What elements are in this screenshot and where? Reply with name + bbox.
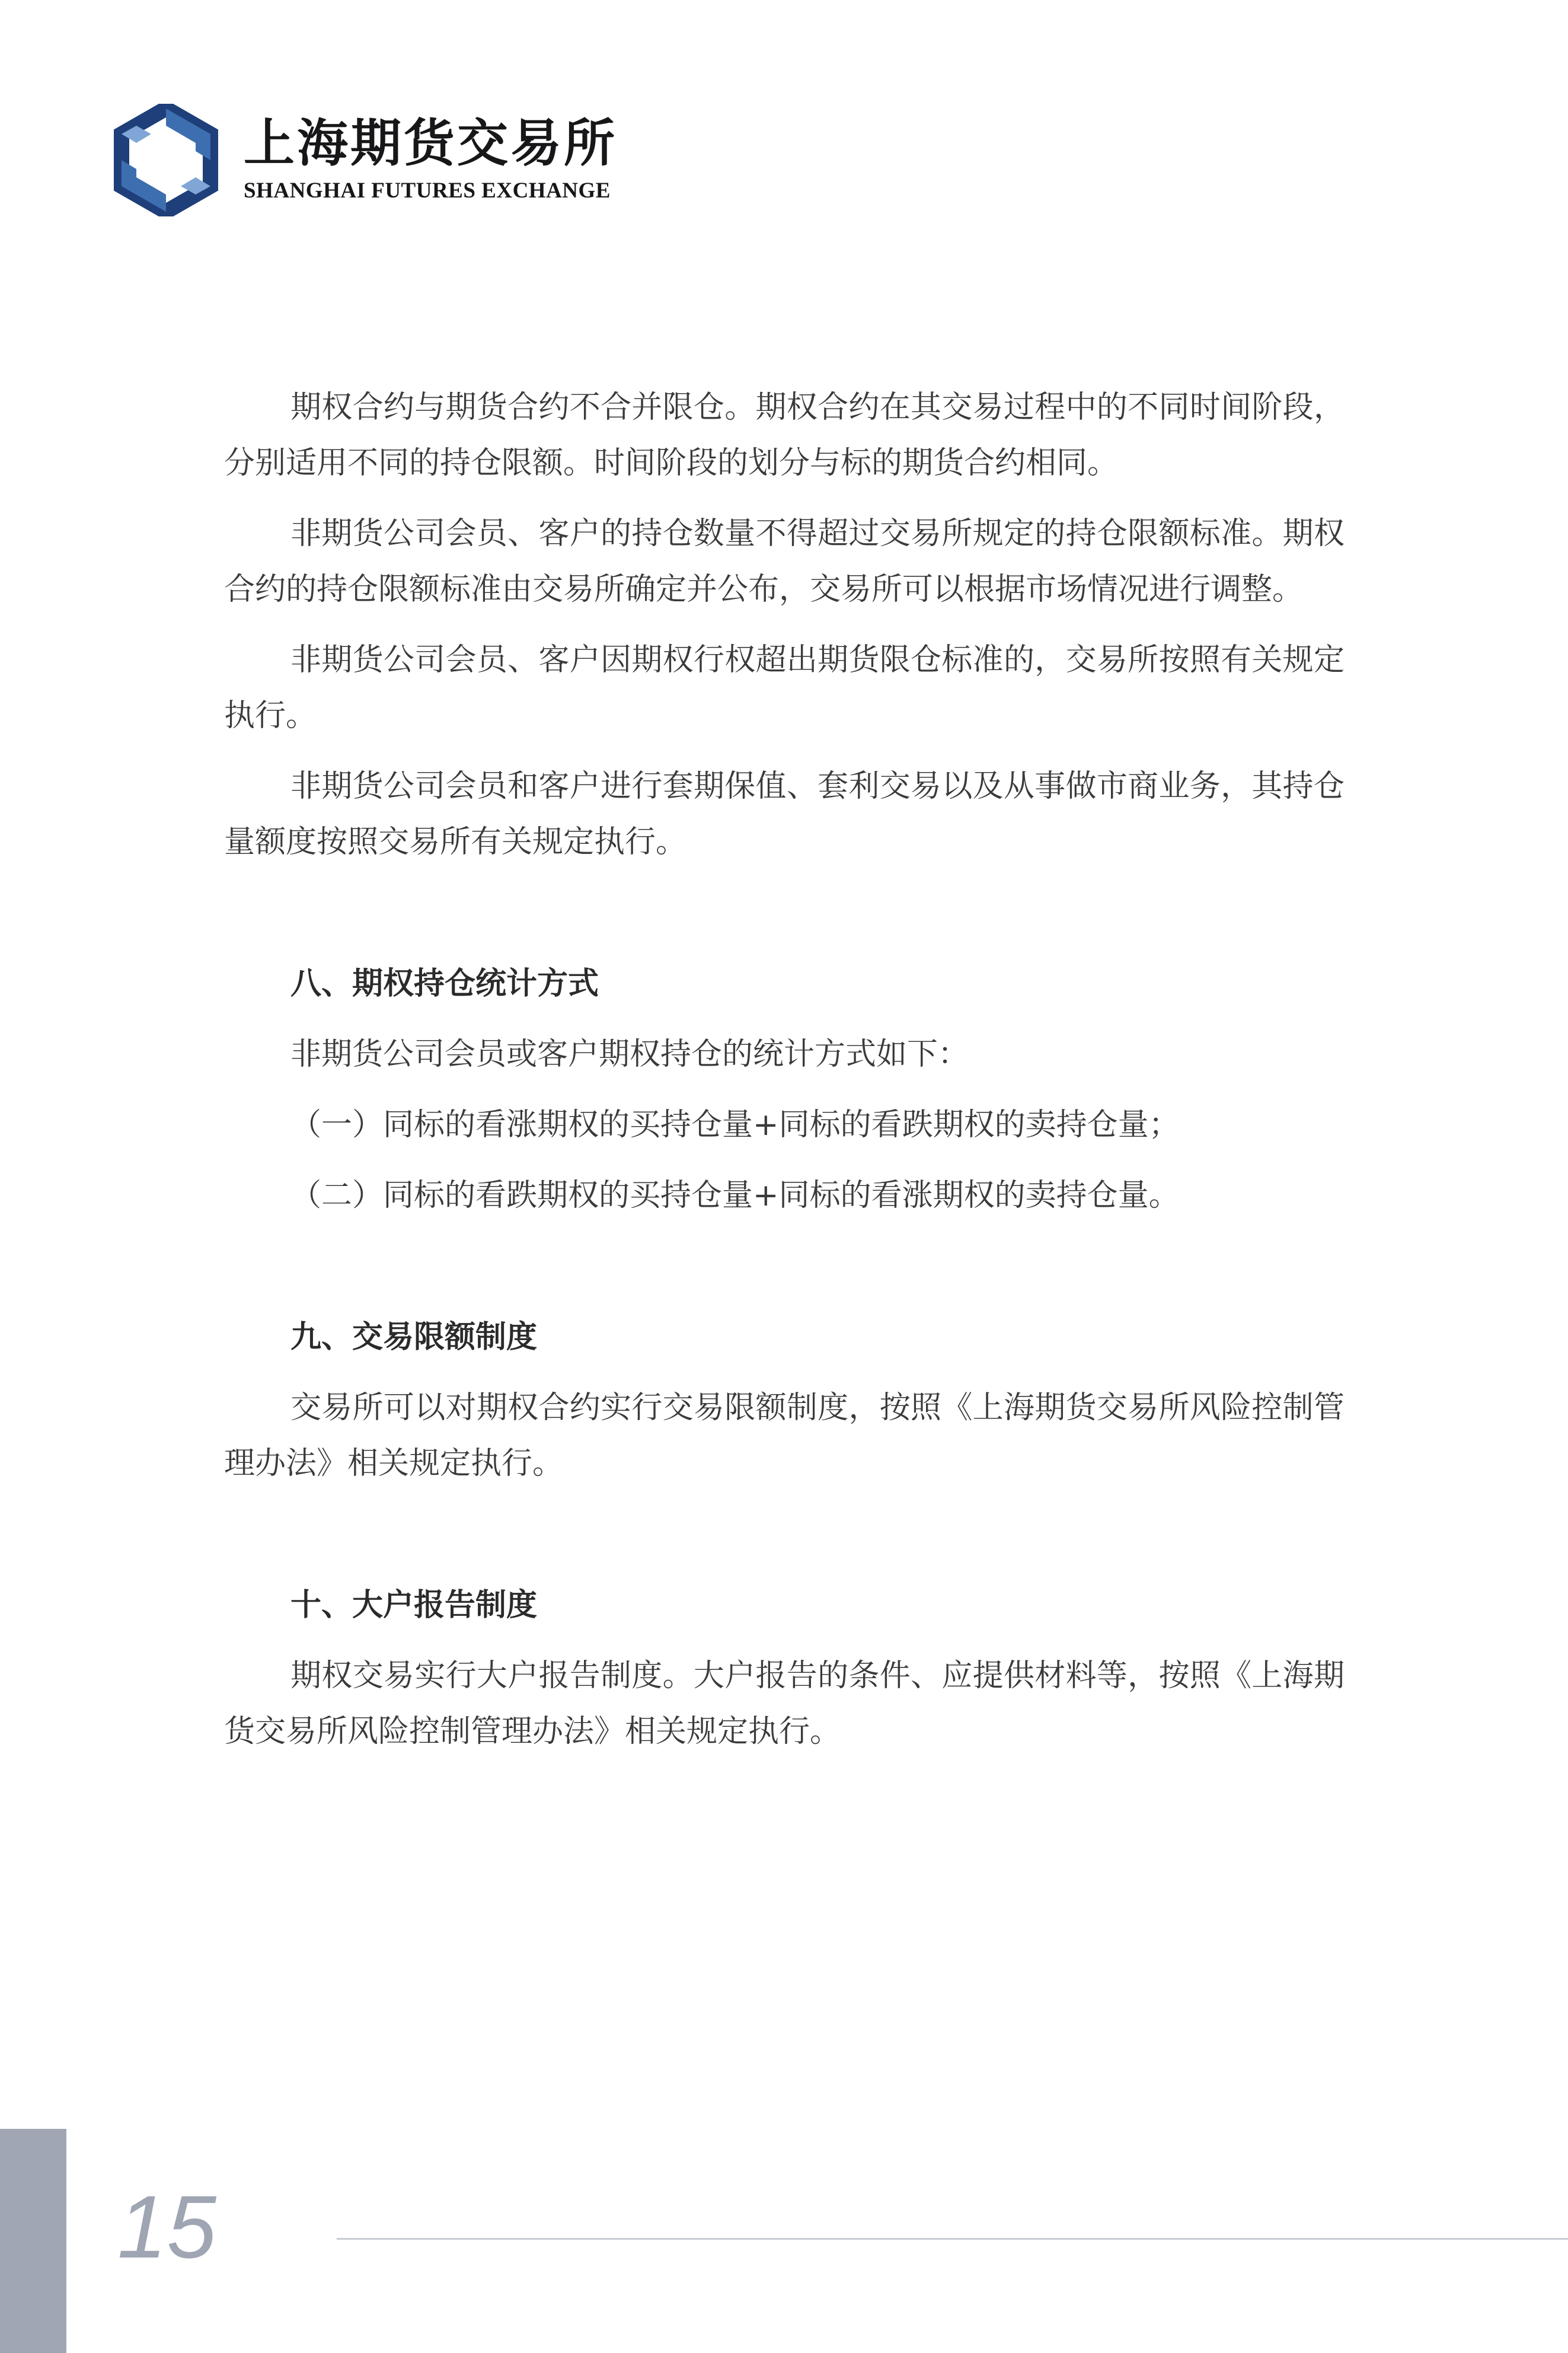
section-heading-10: 十、大户报告制度 — [290, 1587, 538, 1623]
section-heading-8: 八、期权持仓统计方式 — [290, 966, 599, 1002]
logo-wordmark — [244, 113, 617, 203]
body-paragraph: 期权交易实行大户报告制度。大户报告的条件、应提供材料等，按照《上海期货交易所风险控制管理办法》相关规定执行。 — [224, 1658, 1345, 1749]
body-paragraph: 非期货公司会员、客户的持仓数量不得超过交易所规定的持仓限额标准。期权合约的持仓限额标准由交易所确定并公布，交易所可以根据市场情况进行调整。 — [224, 516, 1345, 607]
body-paragraph: 非期货公司会员或客户期权持仓的统计方式如下： — [290, 1037, 969, 1072]
page-header — [110, 104, 617, 216]
list-item: （一）同标的看涨期权的买持仓量+同标的看跌期权的卖持仓量； — [290, 1107, 1180, 1143]
document-body — [224, 380, 1345, 1774]
body-paragraph: 期权合约与期货合约不合并限仓。期权合约在其交易过程中的不同时间阶段，分别适用不同的持仓限额。时间阶段的划分与标的期货合约相同。 — [224, 390, 1345, 481]
body-paragraph: 交易所可以对期权合约实行交易限额制度，按照《上海期货交易所风险控制管理办法》相关规定执行。 — [224, 1390, 1345, 1481]
page-number: 15 — [117, 2177, 216, 2277]
body-paragraph: 非期货公司会员、客户因期权行权超出期货限仓标准的，交易所按照有关规定执行。 — [224, 642, 1345, 734]
logo-name-chinese: 上海期货交易所 — [244, 113, 617, 174]
list-item: （二）同标的看跌期权的买持仓量+同标的看涨期权的卖持仓量。 — [290, 1178, 1180, 1213]
sfe-logo-icon — [110, 104, 222, 216]
logo-name-english: SHANGHAI FUTURES EXCHANGE — [244, 178, 611, 203]
body-paragraph: 非期货公司会员和客户进行套期保值、套利交易以及从事做市商业务，其持仓量额度按照交易所有关规定执行。 — [224, 769, 1345, 860]
section-heading-9: 九、交易限额制度 — [290, 1319, 538, 1355]
footer-divider — [337, 2238, 1568, 2240]
page-edge-tab — [0, 2129, 66, 2353]
